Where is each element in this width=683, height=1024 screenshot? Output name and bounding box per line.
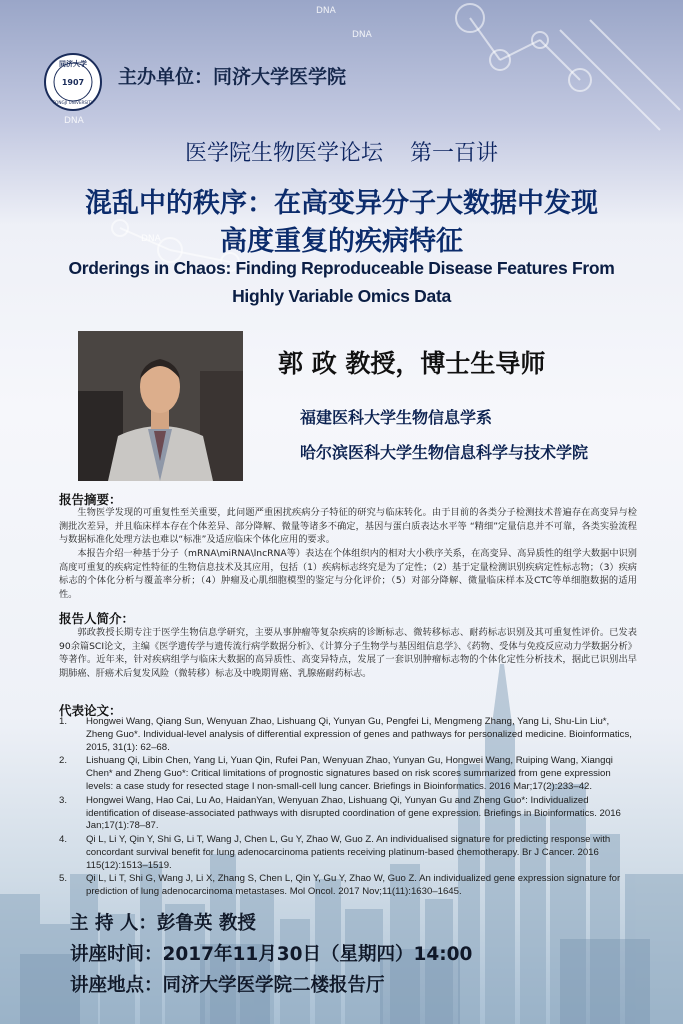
paper-citation: Qi L, Li Y, Qin Y, Shi G, Li T, Wang J, Chen L, Gu Y, Zhao W, Guo Z. An individualised signature for predicting response with concordant survival benefit for lung adenocarcinoma patients receiving platinum-based chemotherapy. Br J Cancer. 2016 115(12):1513–1519. <box>86 833 611 871</box>
chair-value: 彭鲁英 教授 <box>156 913 256 934</box>
chair-row <box>70 909 256 935</box>
dna-label: DNA <box>64 116 84 126</box>
svg-text:同济大学: 同济大学 <box>59 60 87 68</box>
place-row <box>70 971 385 997</box>
paper-number: 5. <box>59 873 68 885</box>
forum-number: 第一百讲 <box>410 141 499 166</box>
abstract-paragraph-2: 本报告介绍一种基于分子（mRNA\miRNA\lncRNA等）表达在个体组织内的相对大小秩序关系，在高变异、高异质性的组学大数据中识别高度可重复的疾病定性特征的生物信息技术及其应用，包括（1）疾病标志终究是为了定性；（2）基于定量检测识别疾病定性标志物；（3）疾病标志的个体化分析与覆盖率分析；（4）肿瘤及心肌细胞模型的鉴定与分化评价；（5）对部分降解、微量临床样本及CTC等单细胞数据的适用性。 <box>59 548 637 600</box>
time-row <box>70 940 472 966</box>
paper-citation: Lishuang Qi, Libin Chen, Yang Li, Yuan Qin, Rufei Pan, Wenyuan Zhao, Yunyan Gu, Hongwei Wang, Ruiping Wang, Xiangqi Chen* and Zheng Guo*: Critical limitations of prognostic signatures based on risk scores summarized from gene expression levels: a case study for resected stage I non-small-cell lung cancer. Briefings in Bioinformatics. 2016 Mar;17(2):233–42. <box>86 755 613 793</box>
dna-label: DNA <box>352 30 372 40</box>
papers-heading: 代表论文： <box>59 703 122 718</box>
speaker-name-title: 郭 政 教授，博士生导师 <box>278 349 546 378</box>
paper-number: 4. <box>59 833 68 845</box>
speaker-affiliation-1: 福建医科大学生物信息学系 <box>300 408 493 427</box>
forum-name: 医学院生物医学论坛 <box>184 141 383 166</box>
paper-number: 3. <box>59 794 68 806</box>
title-cn-line1: 混乱中的秩序：在高变异分子大数据中发现 <box>85 188 598 219</box>
place-label: 讲座地点： <box>70 975 163 996</box>
paper-item <box>59 873 639 899</box>
papers-list <box>59 716 639 900</box>
svg-text:TONGJI UNIVERSITY: TONGJI UNIVERSITY <box>52 100 94 105</box>
host-organizer: 主办单位：同济大学医学院 <box>118 66 347 88</box>
paper-number: 1. <box>59 716 68 727</box>
speaker-affiliation-2: 哈尔滨医科大学生物信息科学与技术学院 <box>300 443 589 462</box>
paper-citation: Qi L, Li T, Shi G, Wang J, Li X, Zhang S, Chen L, Qin Y, Gu Y, Zhao W, Guo Z. An individualized gene expression signature for prediction of lung adenocarcinoma metastases. Mol Oncol. 2017 Nov;11(11):1630–1645. <box>86 873 621 898</box>
bio-heading: 报告人简介： <box>59 611 135 626</box>
bio-paragraph: 郭政教授长期专注于医学生物信息学研究，主要从事肿瘤等复杂疾病的诊断标志、微转移标志、耐药标志识别及其可重复性评价。已发表90余篇SCI论文，主编《医学遗传学与遗传流行病学数据分析》、《计算分子生物学与基因组信息学》、《药物、受体与免疫反应动力学数据分析》等著作。近年来，针对疾病组学与临床大数据的高异质性、高变异特点，发展了一套识别肿瘤标志物的个体化定性分析技术，据此已识别出早期肺癌、肝癌术后复发风险（微转移）标志及中晚期胃癌、乳腺癌耐药标志。 <box>59 627 637 679</box>
university-logo <box>43 52 103 112</box>
dna-label: DNA <box>141 234 161 244</box>
paper-item <box>59 755 639 794</box>
paper-item <box>59 795 639 834</box>
place-value: 同济大学医学院二楼报告厅 <box>162 975 385 996</box>
abstract-heading: 报告摘要： <box>59 492 122 507</box>
paper-citation: Hongwei Wang, Hao Cai, Lu Ao, HaidanYan, Wenyuan Zhao, Lishuang Qi, Yunyan Gu and Zheng Guo*: Individualized identification of disease-associated pathways with disrupted coordination of gene expression. Briefings in Bioinformatics. 2016 Jan;17(1):78–87. <box>86 794 621 832</box>
forum-title <box>0 136 683 167</box>
speaker-photo <box>78 331 243 481</box>
paper-citation: Hongwei Wang, Qiang Sun, Wenyuan Zhao, Lishuang Qi, Yunyan Gu, Pengfei Li, Mengmeng Zhang, Yang Li, Shu-Lin Liu*, Zheng Guo*. Individual-level analysis of differential expression of genes and pathways for personalized medicine. Bioinformatics, 2015, 31(1): 62–68. <box>86 716 632 753</box>
title-en-line1: Orderings in Chaos: Finding Reproduceable Disease Features From <box>68 258 615 278</box>
paper-item <box>59 834 639 873</box>
paper-item <box>59 716 639 755</box>
dna-label: DNA <box>316 6 336 16</box>
time-label: 讲座时间： <box>70 944 163 965</box>
title-cn-line2: 高度重复的疾病特征 <box>220 226 463 257</box>
paper-number: 2. <box>59 755 68 767</box>
chair-label: 主 持 人： <box>70 913 157 934</box>
abstract-paragraph-1: 生物医学发现的可重复性至关重要，此问题严重困扰疾病分子特征的研究与临床转化。由于目前的各类分子检测技术普遍存在高变异与检测批次差异，并且临床样本存在个体差异、部分降解、微量等诸多不确定，基因与蛋白质表达水平等 “精细”定量信息并不可靠，各类实验流程与数据标准化处理方法也难以“标准”及适应临床个体化应用的要求。 <box>59 507 637 546</box>
time-value: 2017年11月30日（星期四）14:00 <box>162 944 473 965</box>
svg-text:1907: 1907 <box>61 78 85 87</box>
title-en-line2: Highly Variable Omics Data <box>232 286 451 306</box>
